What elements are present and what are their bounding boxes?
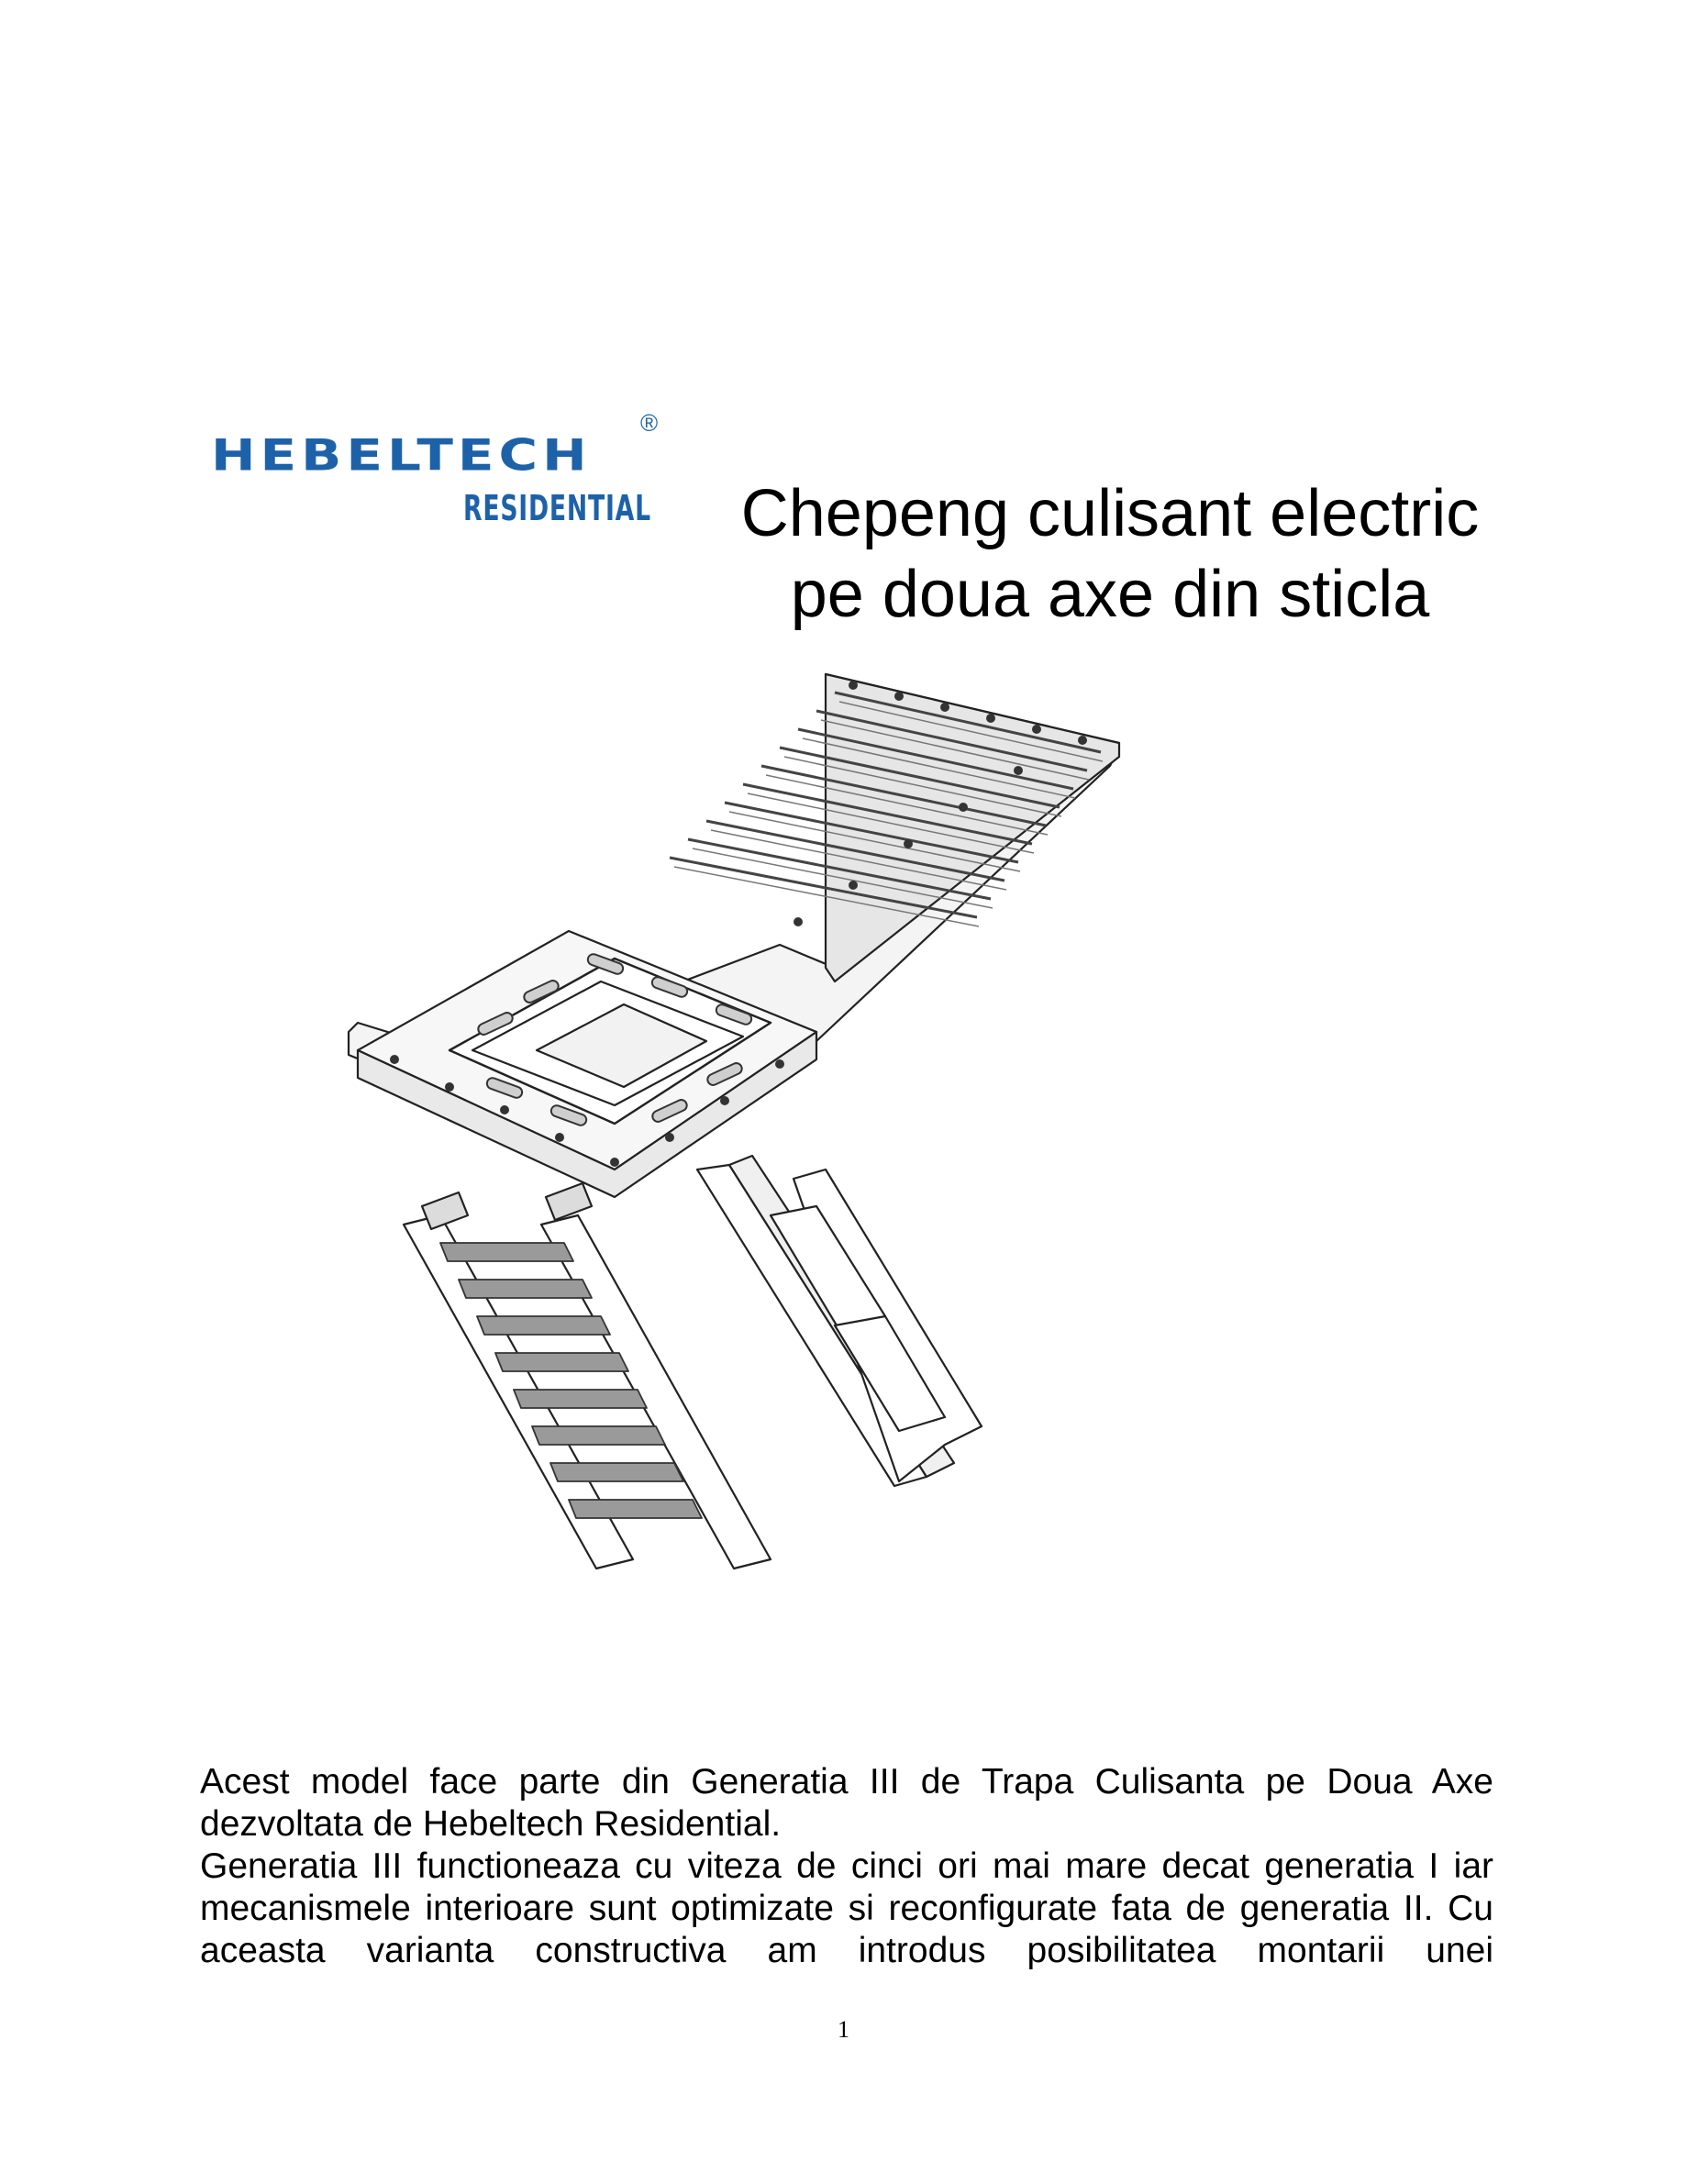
registered-mark: ® <box>640 409 659 437</box>
logo-brand-text: HEBELTECH <box>211 429 592 481</box>
title-line-1: Chepeng culisant electric <box>740 477 1480 551</box>
logo-sub-text: RESIDENTIAL <box>463 488 651 528</box>
title-line-2: pe doua axe din sticla <box>790 558 1430 632</box>
paragraph-2: Generatia III functioneaza cu viteza de cinci ori mai mare decat generatia I iar mecanismele interioare sunt optimizate si reconfigurate fata de generatia II. Cu aceasta varianta constructiva am introdus posibilitatea montarii unei <box>200 1846 1493 1970</box>
page-number: 1 <box>838 2016 849 2043</box>
staircase <box>404 1156 982 1569</box>
paragraph-1: Acest model face parte din Generatia III de Trapa Culisanta pe Doua Axe dezvoltata de Hebeltech Residential. <box>200 1762 1493 1844</box>
body-text <box>200 1761 1493 1972</box>
page-title <box>706 473 1514 635</box>
hatch-and-stair-drawing <box>339 656 1138 1646</box>
hebeltech-logo <box>211 404 659 541</box>
